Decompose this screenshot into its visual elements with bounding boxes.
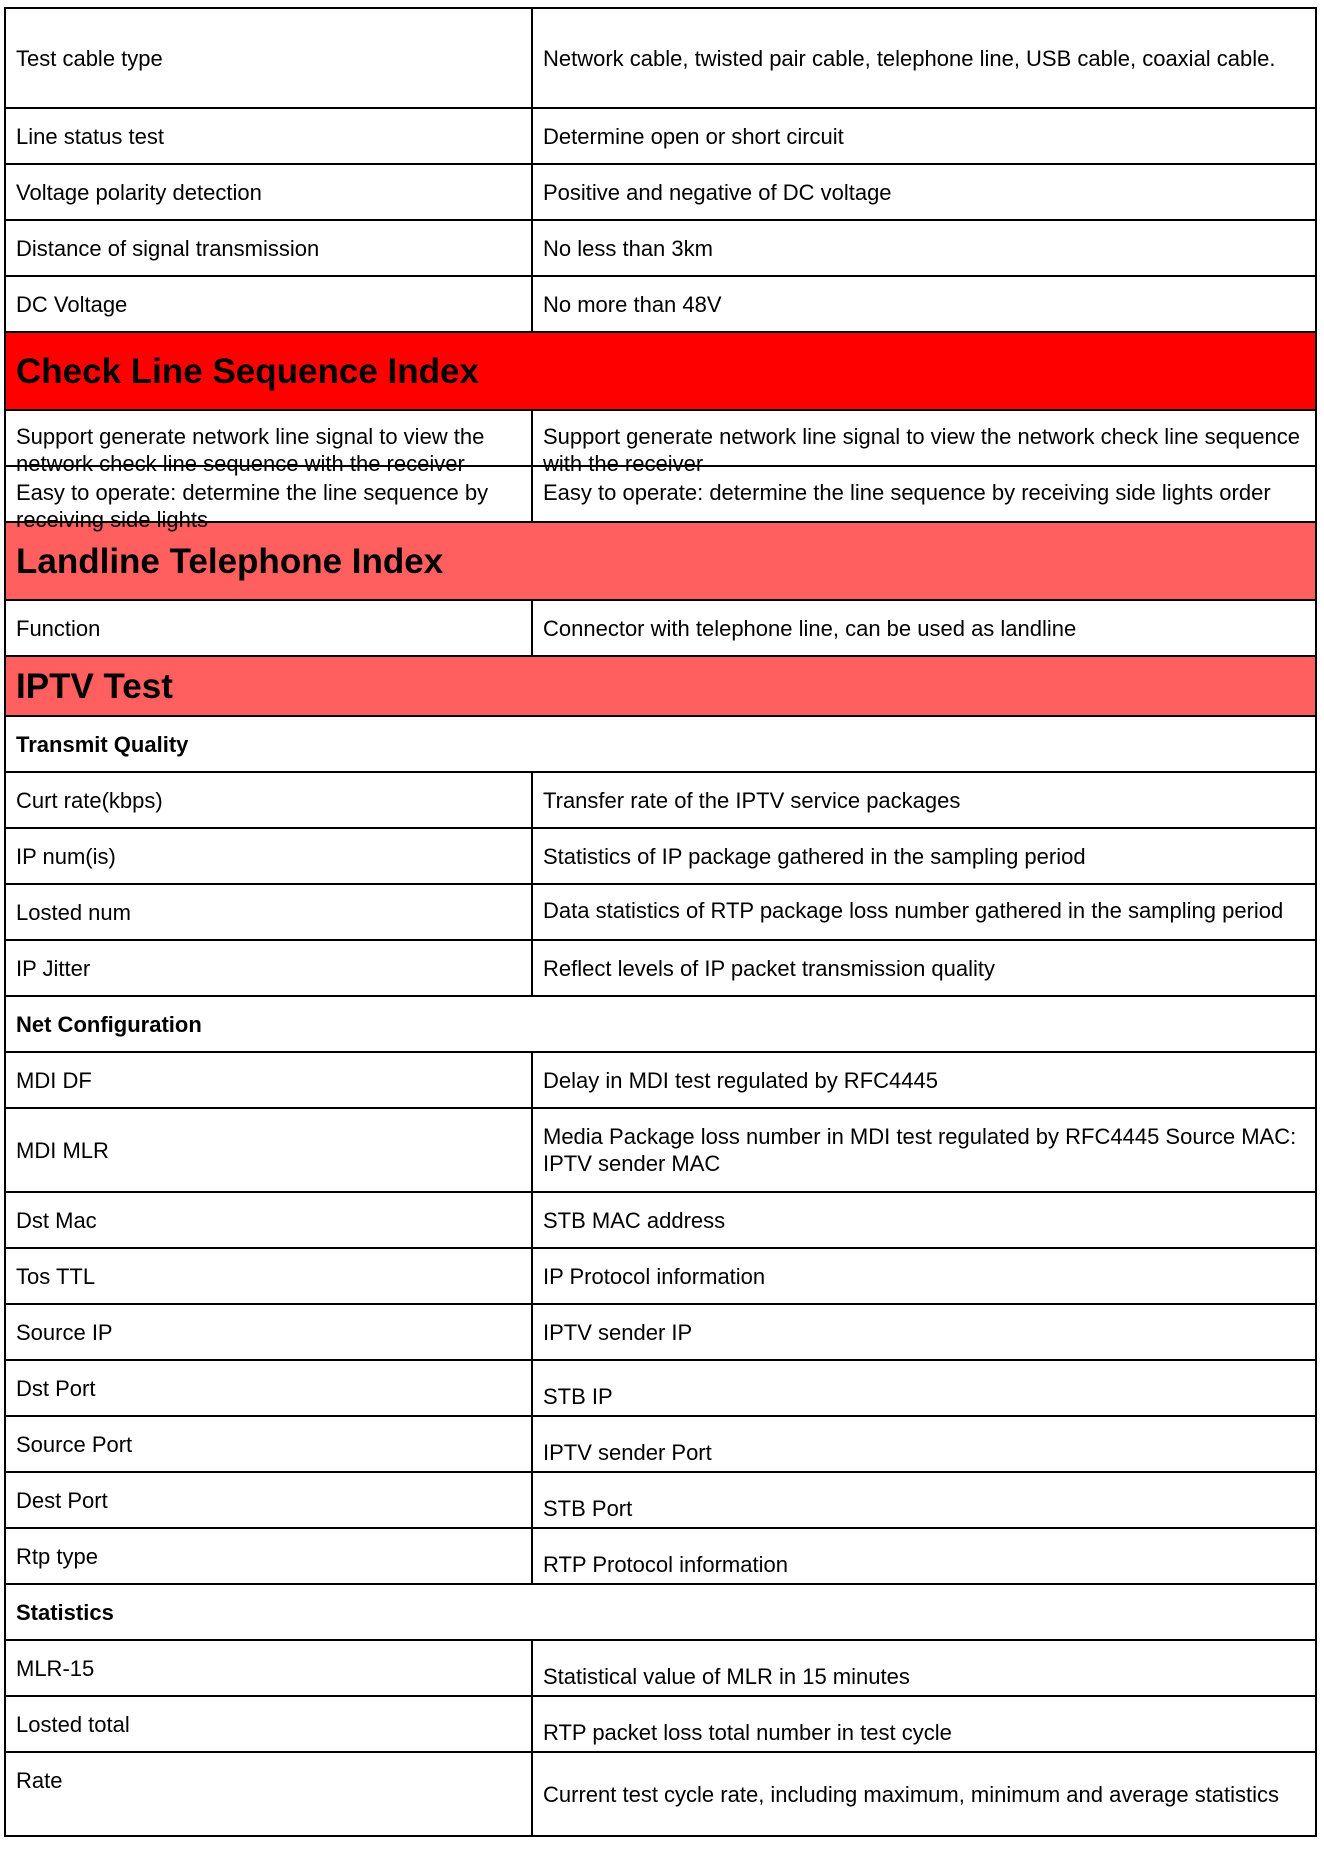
spec-row <box>5 1304 1316 1360</box>
spec-value-cell <box>532 940 1316 996</box>
spec-value-cell <box>532 410 1316 476</box>
spec-row <box>5 772 1316 828</box>
spec-label: IP Jitter <box>16 955 91 981</box>
spec-label: MDI DF <box>16 1067 92 1093</box>
spec-value: IP Protocol information <box>543 1263 766 1289</box>
spec-label-cell <box>5 828 532 884</box>
spec-label-cell <box>5 164 532 220</box>
spec-row <box>5 410 1316 466</box>
spec-row <box>5 1472 1316 1528</box>
spec-label: Function <box>16 615 101 641</box>
spec-value-cell <box>532 1752 1316 1836</box>
spec-value: Media Package loss number in MDI test regulated by RFC4445 Source MAC: IPTV sender MAC <box>543 1124 1297 1176</box>
spec-value-cell <box>532 1696 1316 1752</box>
spec-label: Source Port <box>16 1432 133 1457</box>
spec-label: Dst Port <box>16 1376 96 1401</box>
spec-label-cell <box>5 8 532 108</box>
section-title: Landline Telephone Index <box>5 522 1316 600</box>
spec-value: IPTV sender Port <box>543 1440 712 1465</box>
spec-row <box>5 276 1316 332</box>
spec-label: Line status test <box>16 123 164 149</box>
spec-label-cell <box>5 108 532 164</box>
spec-label: Losted num <box>16 899 131 925</box>
spec-label-cell <box>5 884 532 940</box>
section-header-row <box>5 522 1316 600</box>
spec-label-cell <box>5 1528 532 1584</box>
spec-value: Statistics of IP package gathered in the sampling period <box>543 843 1086 869</box>
spec-value: Positive and negative of DC voltage <box>543 179 892 205</box>
spec-row <box>5 1640 1316 1696</box>
spec-value-cell <box>532 276 1316 332</box>
spec-row <box>5 108 1316 164</box>
spec-value: RTP packet loss total number in test cycle <box>543 1720 952 1745</box>
spec-row <box>5 1052 1316 1108</box>
spec-value-cell <box>532 1248 1316 1304</box>
spec-label-cell <box>5 1360 532 1416</box>
subsection-title: Net Configuration <box>5 996 1316 1052</box>
spec-value: STB IP <box>543 1384 613 1409</box>
spec-label: DC Voltage <box>16 291 128 317</box>
spec-label-cell <box>5 1696 532 1752</box>
spec-value: Statistical value of MLR in 15 minutes <box>543 1664 910 1689</box>
spec-row <box>5 1752 1316 1836</box>
spec-value-cell <box>532 1360 1316 1416</box>
spec-value-cell <box>532 1108 1316 1192</box>
spec-label: Distance of signal transmission <box>16 235 320 261</box>
spec-value-cell <box>532 8 1316 108</box>
spec-value: Easy to operate: determine the line sequence by receiving side lights order <box>543 480 1271 505</box>
spec-value: Reflect levels of IP packet transmission quality <box>543 955 996 981</box>
spec-label: Rtp type <box>16 1544 98 1569</box>
spec-value: Delay in MDI test regulated by RFC4445 <box>543 1067 938 1093</box>
spec-value: No more than 48V <box>543 291 722 317</box>
spec-label: Curt rate(kbps) <box>16 787 163 813</box>
spec-table-body <box>5 8 1316 1836</box>
spec-value: Network cable, twisted pair cable, telephone line, USB cable, coaxial cable. <box>543 45 1276 71</box>
spec-value-cell <box>532 1416 1316 1472</box>
spec-label-cell <box>5 1752 532 1836</box>
spec-value: Determine open or short circuit <box>543 123 844 149</box>
spec-value-cell <box>532 1052 1316 1108</box>
spec-value: Data statistics of RTP package loss number gathered in the sampling period <box>543 898 1284 923</box>
spec-label-cell <box>5 1416 532 1472</box>
spec-value-cell <box>532 1192 1316 1248</box>
subsection-title: Transmit Quality <box>5 716 1316 772</box>
spec-label-cell <box>5 1304 532 1360</box>
section-title: IPTV Test <box>5 656 1316 716</box>
section-header-row <box>5 332 1316 410</box>
spec-row <box>5 1528 1316 1584</box>
spec-row <box>5 884 1316 940</box>
spec-label: IP num(is) <box>16 843 116 869</box>
spec-label: Test cable type <box>16 45 163 71</box>
spec-label-cell <box>5 600 532 656</box>
spec-label-cell <box>5 220 532 276</box>
spec-label-cell <box>5 1472 532 1528</box>
spec-value: STB MAC address <box>543 1207 726 1233</box>
spec-label-cell <box>5 1192 532 1248</box>
spec-row <box>5 1192 1316 1248</box>
spec-value-cell <box>532 1528 1316 1584</box>
spec-label-cell <box>5 1248 532 1304</box>
spec-label-cell <box>5 1108 532 1192</box>
spec-label: Tos TTL <box>16 1263 96 1289</box>
spec-value-cell <box>532 600 1316 656</box>
spec-value-cell <box>532 1304 1316 1360</box>
spec-value: Current test cycle rate, including maximum, minimum and average statistics <box>543 1781 1280 1807</box>
spec-label: Support generate network line signal to view the network check line sequence with the receiver <box>16 424 485 476</box>
spec-value-cell <box>532 884 1316 940</box>
section-header-row <box>5 656 1316 716</box>
spec-label: Rate <box>16 1768 63 1793</box>
spec-row <box>5 1108 1316 1192</box>
spec-value: Connector with telephone line, can be used as landline <box>543 615 1077 641</box>
spec-label-cell <box>5 410 532 476</box>
spec-label: Source IP <box>16 1319 113 1345</box>
subsection-header-row <box>5 1584 1316 1640</box>
spec-value: RTP Protocol information <box>543 1552 788 1577</box>
spec-label: MLR-15 <box>16 1656 95 1681</box>
spec-row <box>5 600 1316 656</box>
spec-value: Transfer rate of the IPTV service packages <box>543 787 961 813</box>
spec-row <box>5 8 1316 108</box>
spec-label-cell <box>5 1640 532 1696</box>
section-title: Check Line Sequence Index <box>5 332 1316 410</box>
spec-value-cell <box>532 164 1316 220</box>
spec-row <box>5 1416 1316 1472</box>
spec-row <box>5 1360 1316 1416</box>
subsection-header-row <box>5 996 1316 1052</box>
spec-row <box>5 940 1316 996</box>
spec-value: IPTV sender IP <box>543 1319 693 1345</box>
spec-row <box>5 164 1316 220</box>
spec-label-cell <box>5 276 532 332</box>
subsection-title: Statistics <box>5 1584 1316 1640</box>
spec-label: Losted total <box>16 1712 130 1737</box>
spec-label: Dest Port <box>16 1488 108 1513</box>
spec-table <box>4 7 1317 1837</box>
spec-label-cell <box>5 772 532 828</box>
spec-value: STB Port <box>543 1496 633 1521</box>
spec-row <box>5 1696 1316 1752</box>
spec-label: Easy to operate: determine the line sequence by receiving side lights <box>16 480 489 532</box>
spec-row <box>5 828 1316 884</box>
spec-value-cell <box>532 772 1316 828</box>
spec-label-cell <box>5 1052 532 1108</box>
spec-value-cell <box>532 220 1316 276</box>
spec-label: MDI MLR <box>16 1137 109 1163</box>
spec-value-cell <box>532 1640 1316 1696</box>
spec-row <box>5 1248 1316 1304</box>
subsection-header-row <box>5 716 1316 772</box>
spec-value-cell <box>532 828 1316 884</box>
spec-row <box>5 220 1316 276</box>
spec-label: Voltage polarity detection <box>16 179 262 205</box>
spec-value-cell <box>532 1472 1316 1528</box>
spec-value: No less than 3km <box>543 235 713 261</box>
spec-value-cell <box>532 108 1316 164</box>
spec-label: Dst Mac <box>16 1207 97 1233</box>
spec-value: Support generate network line signal to view the network check line sequence with the receiver <box>543 424 1301 476</box>
spec-label-cell <box>5 940 532 996</box>
